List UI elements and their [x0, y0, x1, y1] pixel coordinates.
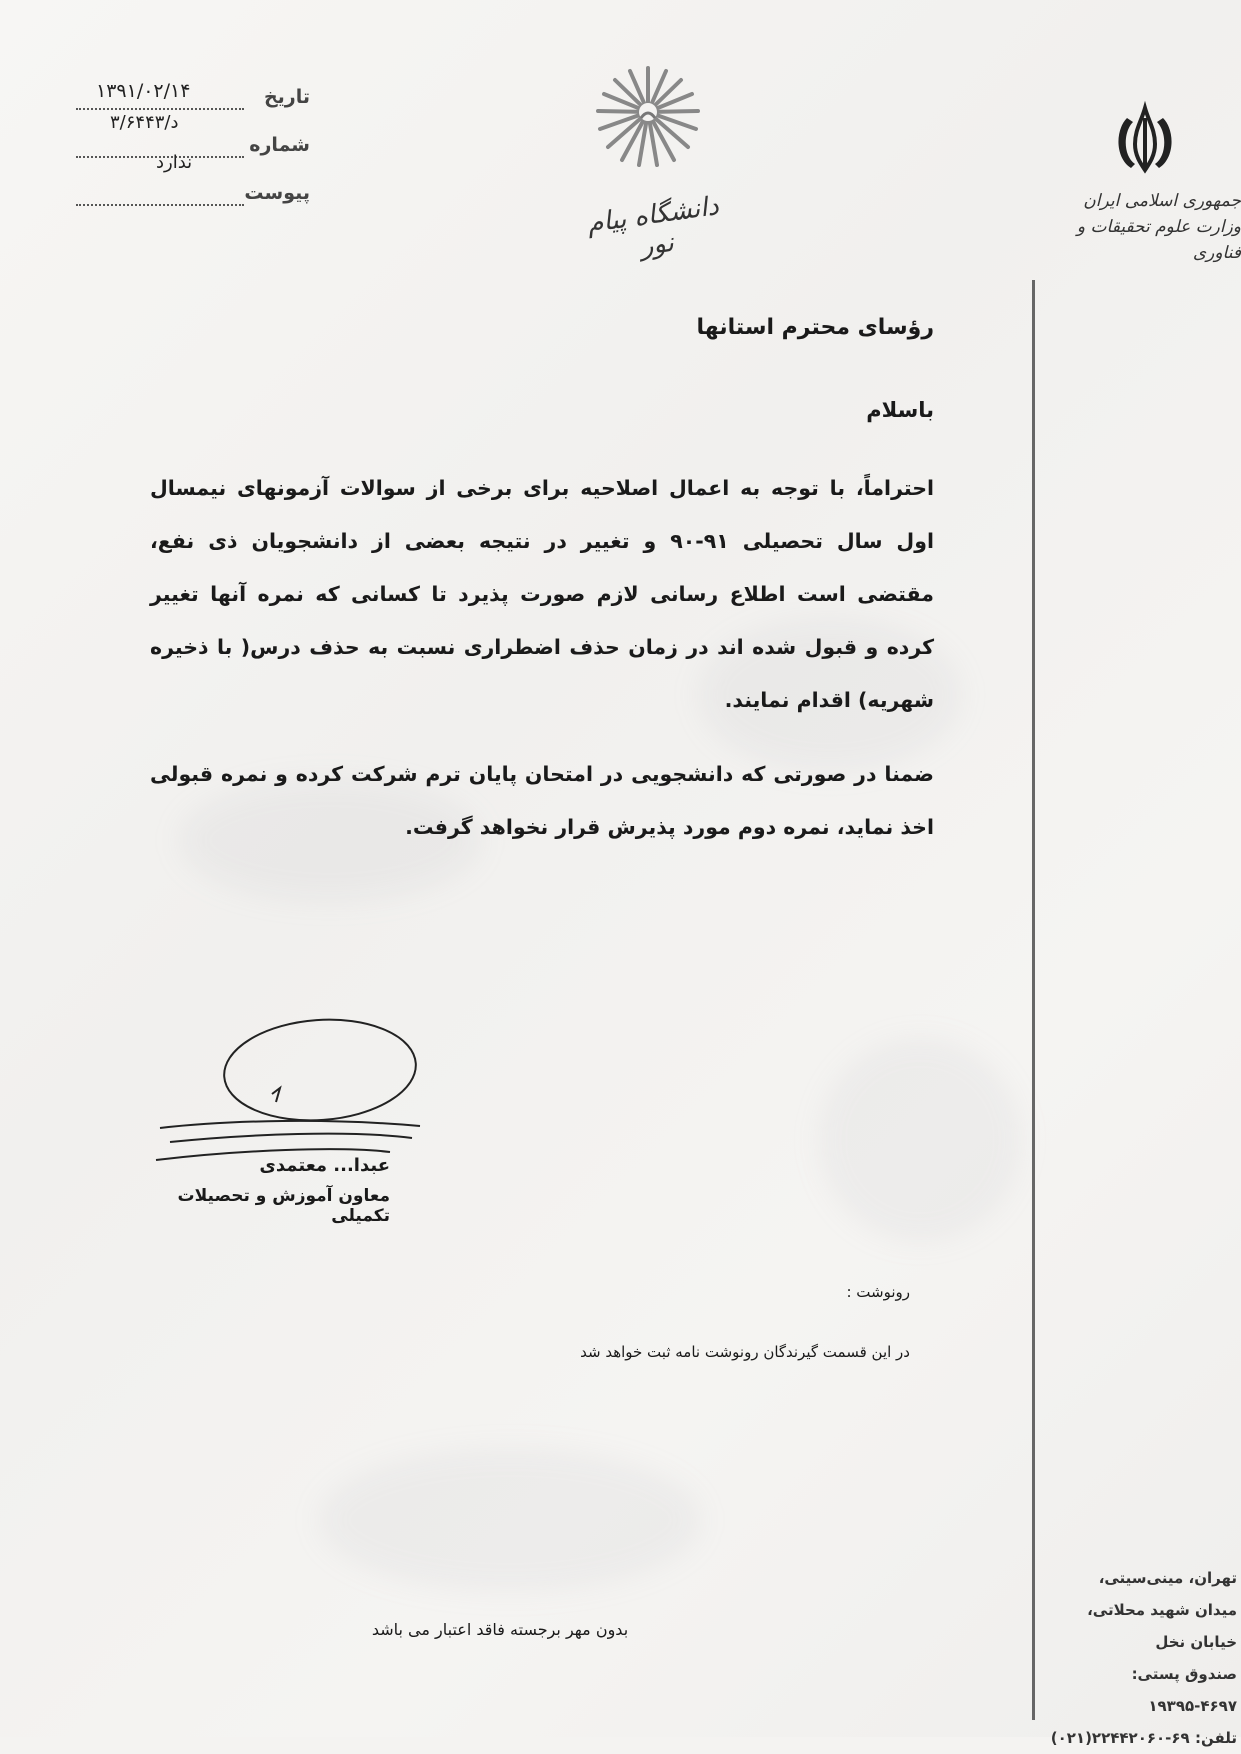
paper-stain	[820, 1040, 1020, 1240]
address-line: خیابان نخل	[1155, 1633, 1237, 1651]
ministry-line2: وزارت علوم تحقیقات و فناوری	[1076, 217, 1241, 263]
address-line: صندوق پستی: ۴۶۹۷-۱۹۳۹۵	[1131, 1665, 1237, 1715]
address-block	[1047, 1562, 1237, 1754]
salutation: رؤسای محترم استانها	[696, 315, 934, 340]
body-paragraph-2: ضمنا در صورتی که دانشجویی در امتحان پایان ترم شرکت کرده و نمره قبولی اخذ نماید، نمره دوم مورد پذیرش قرار نخواهد گرفت.	[150, 762, 934, 839]
ministry-line1: جمهوری اسلامی ایران	[1083, 191, 1241, 211]
paper-stain	[320, 1450, 700, 1590]
ministry-name	[1041, 188, 1241, 266]
greeting: باسلام	[866, 398, 934, 422]
university-name: دانشگاه پیام نور	[585, 191, 721, 263]
signatory-title: معاون آموزش و تحصیلات تکمیلی	[177, 1186, 390, 1226]
cc-note: در این قسمت گیرندگان رونوشت نامه ثبت خواهد شد	[580, 1343, 910, 1361]
dotted-line	[76, 204, 244, 206]
attachment-value: ندارد	[156, 152, 193, 173]
attachment-row	[70, 152, 310, 212]
vertical-divider	[1032, 280, 1035, 1720]
cc-label: رونوشت :	[846, 1283, 910, 1301]
number-label: شماره	[249, 134, 310, 156]
date-row	[70, 80, 310, 116]
address-line: تهران، مینی‌سیتی،	[1098, 1569, 1237, 1587]
date-value: ۱۳۹۱/۰۲/۱۴	[96, 80, 191, 102]
signatory-name: عبدا... معتمدی	[259, 1155, 390, 1176]
date-label: تاریخ	[263, 86, 310, 108]
dotted-line	[76, 108, 244, 110]
address-line: تلفن: ۶۹-۲۲۴۴۲۰۶۰(۰۲۱)	[1050, 1729, 1237, 1747]
validity-note: بدون مهر برجسته فاقد اعتبار می باشد	[371, 1620, 629, 1639]
iran-emblem-icon	[1105, 100, 1185, 180]
number-value: د/۳/۶۴۴۳	[110, 112, 179, 133]
address-line: میدان شهید محلاتی،	[1087, 1601, 1237, 1619]
attachment-label: پیوست	[244, 182, 310, 204]
body-paragraph-1: احتراماً، با توجه به اعمال اصلاحیه برای برخی از سوالات آزمونهای نیمسال اول سال تحصیلی ۹۱-۹۰ و تغییر در نتیجه بعضی از دانشجویان ذی نفع، مقتضی است اطلاع رسانی لازم صورت پذیرد تا کسانی که نمره آنها تغییر کرده و قبول شده اند در زمان حذف اضطراری نسبت به حذف درس( با ذخیره شهریه) اقدام نمایند.	[150, 476, 934, 712]
